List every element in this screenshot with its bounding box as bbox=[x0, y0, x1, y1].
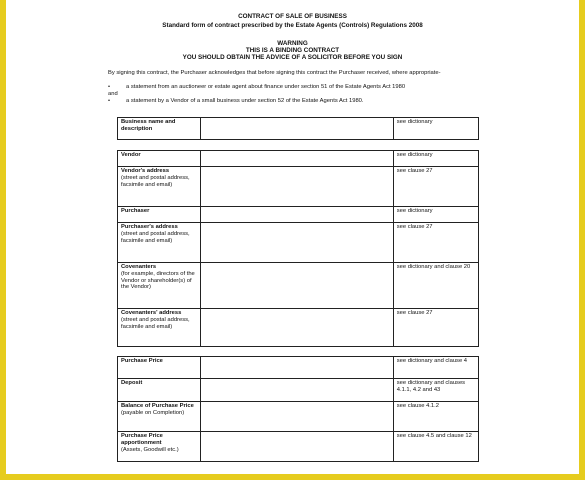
input-cell[interactable] bbox=[201, 309, 394, 347]
bullet-text: a statement by a Vendor of a small business under section 52 of the Estate Agents Act 1980. bbox=[126, 98, 364, 104]
input-cell[interactable] bbox=[201, 263, 394, 309]
warning-line-solicitor: YOU SHOULD OBTAIN THE ADVICE OF A SOLICITOR BEFORE YOU SIGN bbox=[182, 54, 403, 61]
input-cell[interactable] bbox=[201, 357, 394, 379]
row-reference: see dictionary bbox=[393, 207, 478, 223]
table-row bbox=[118, 118, 479, 140]
document-subtitle: Standard form of contract prescribed by the Estate Agents (Controls) Regulations 2008 bbox=[162, 22, 423, 29]
row-label-cell bbox=[118, 167, 201, 207]
table-row bbox=[118, 151, 479, 167]
parties-table bbox=[117, 150, 479, 347]
input-cell[interactable] bbox=[201, 118, 394, 140]
document-page bbox=[6, 0, 579, 474]
table-row bbox=[118, 207, 479, 223]
warning-heading: WARNING bbox=[277, 40, 308, 47]
input-cell[interactable] bbox=[201, 223, 394, 263]
row-reference: see dictionary and clauses 4.1.1, 4.2 and 43 bbox=[393, 379, 478, 402]
row-label: Purchase Price apportionment bbox=[121, 433, 163, 446]
row-label: Vendor's address bbox=[121, 168, 170, 174]
intro-and-word: and bbox=[108, 91, 118, 97]
row-label: Purchase Price bbox=[118, 357, 201, 379]
row-label-cell bbox=[118, 309, 201, 347]
input-cell[interactable] bbox=[201, 402, 394, 432]
table-row bbox=[118, 402, 479, 432]
row-sublabel: (street and postal address, facsimile and email) bbox=[121, 316, 190, 330]
business-table bbox=[117, 117, 479, 140]
table-row bbox=[118, 167, 479, 207]
row-label: Purchaser's address bbox=[121, 224, 178, 230]
row-sublabel: (Assets, Goodwill etc.) bbox=[121, 446, 179, 453]
row-label: Balance of Purchase Price bbox=[121, 403, 194, 409]
row-sublabel: (street and postal address, facsimile and email) bbox=[121, 230, 190, 244]
row-label: Deposit bbox=[118, 379, 201, 402]
table-row bbox=[118, 309, 479, 347]
row-label: Covenanters bbox=[121, 264, 157, 270]
warning-line-binding: THIS IS A BINDING CONTRACT bbox=[245, 47, 340, 54]
row-sublabel: (for example, directors of the Vendor or shareholder(s) of the Vendor) bbox=[121, 270, 195, 291]
row-label-cell bbox=[118, 263, 201, 309]
table-row bbox=[118, 357, 479, 379]
table-row bbox=[118, 379, 479, 402]
row-reference: see clause 27 bbox=[393, 309, 478, 347]
row-label-cell bbox=[118, 402, 201, 432]
price-table bbox=[117, 356, 479, 462]
input-cell[interactable] bbox=[201, 167, 394, 207]
intro-paragraph: By signing this contract, the Purchaser acknowledges that before signing this contract the Purchaser received, where appropriate- bbox=[108, 70, 441, 76]
row-reference: see clause 4.5 and clause 12 bbox=[393, 432, 478, 462]
row-reference: see dictionary bbox=[393, 118, 478, 140]
table-row bbox=[118, 432, 479, 462]
row-sublabel: (payable on Completion) bbox=[121, 409, 185, 416]
input-cell[interactable] bbox=[201, 151, 394, 167]
table-row bbox=[118, 223, 479, 263]
row-reference: see dictionary and clause 4 bbox=[393, 357, 478, 379]
row-sublabel: (street and postal address, facsimile and email) bbox=[121, 174, 190, 188]
document-title: CONTRACT OF SALE OF BUSINESS bbox=[238, 13, 347, 20]
row-reference: see clause 27 bbox=[393, 223, 478, 263]
intro-bullet-finance bbox=[108, 84, 405, 91]
intro-bullet-statement bbox=[108, 98, 364, 105]
input-cell[interactable] bbox=[201, 207, 394, 223]
row-label: Vendor bbox=[118, 151, 201, 167]
table-row bbox=[118, 263, 479, 309]
input-cell[interactable] bbox=[201, 379, 394, 402]
row-reference: see dictionary bbox=[393, 151, 478, 167]
row-reference: see dictionary and clause 20 bbox=[393, 263, 478, 309]
input-cell[interactable] bbox=[201, 432, 394, 462]
row-label: Purchaser bbox=[118, 207, 201, 223]
row-reference: see clause 27 bbox=[393, 167, 478, 207]
row-reference: see clause 4.1.2 bbox=[393, 402, 478, 432]
bullet-icon: • bbox=[108, 84, 111, 90]
bullet-icon: • bbox=[108, 98, 111, 104]
row-label-cell bbox=[118, 432, 201, 462]
bullet-text: a statement from an auctioneer or estate agent about finance under section 51 of the Estate Agents Act 1980 bbox=[126, 84, 406, 90]
row-label-cell bbox=[118, 223, 201, 263]
row-label: Covenanters' address bbox=[121, 310, 182, 316]
row-label: Business name and description bbox=[118, 118, 201, 140]
